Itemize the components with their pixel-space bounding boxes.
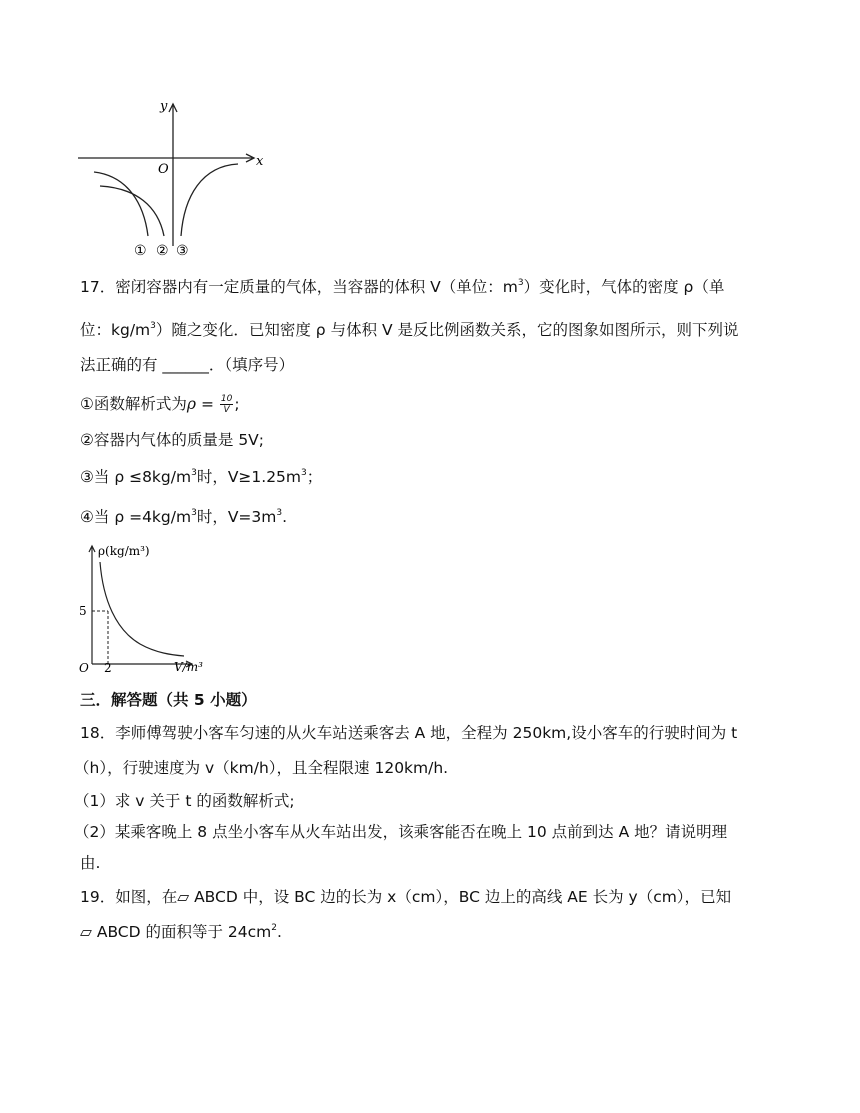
curve-2 [100, 186, 164, 236]
q17-line-2: 位：$kg/m^3$）随之变化．已知密度 ρ 与体积 V 是反比例函数关系，它的图象如图所示，则下列说 [80, 321, 739, 339]
hyperbola-figure [78, 96, 278, 258]
curve-label-3: ③ [176, 243, 189, 258]
rho-axis-label: ρ(kg/m³) [98, 544, 150, 558]
q17-option-4: ④当 $\rho =4kg/m^3$时，$V=3m^3$. [80, 508, 288, 526]
tick-5-label: 5 [79, 604, 87, 618]
q17-line-1: 17．密闭容器内有一定质量的气体，当容器的体积 V（单位：$m^3$）变化时，气体的密度 ρ（单 [80, 278, 725, 296]
q17-line-3: 法正确的有 ______．（填序号） [80, 356, 295, 374]
density-curve [100, 562, 184, 656]
q18-part-2: （2）某乘客晚上 8 点坐小客车从火车站出发，该乘客能否在晚上 10 点前到达 A 地？请说明理 [74, 823, 728, 841]
q18-line-2: （h），行驶速度为 v（km/h），且全程限速 120km/h. [74, 759, 449, 777]
curve-1 [94, 172, 148, 236]
q18-line-1: 18．李师傅驾驶小客车匀速的从火车站送乘客去 A 地，全程为 250km,设小客车的行驶时间为 t [80, 724, 738, 742]
q19-line-2: ▱ ABCD 的面积等于 $24cm^2$. [80, 923, 282, 941]
q18-part-1: （1）求 v 关于 t 的函数解析式; [74, 792, 295, 810]
y-label: y [160, 99, 168, 114]
origin-label: O [79, 661, 89, 674]
fraction-10-over-v: $\frac{10}{V}$ [220, 394, 233, 415]
curve-3 [181, 164, 238, 236]
density-volume-figure [76, 540, 216, 674]
tick-2-label: 2 [104, 661, 112, 674]
q18-line-5: 由. [80, 854, 101, 872]
q17-option-3: ③当 $\rho \le 8kg/m^3$时，$V\ge 1.25m^3$； [80, 468, 323, 486]
v-axis-label: V/m³ [174, 660, 203, 674]
x-label: x [256, 154, 264, 169]
q19-line-1: 19．如图，在▱ ABCD 中，设 BC 边的长为 x（cm），BC 边上的高线 AE 长为 y（cm），已知 [80, 888, 732, 906]
section-heading: 三．解答题（共 5 小题） [80, 691, 257, 709]
q17-option-1: ①函数解析式为ρ = $\frac{10}{V}$ ; [80, 394, 240, 415]
curve-label-1: ① [134, 243, 147, 258]
q17-option-2: ②容器内气体的质量是 5V; [80, 431, 265, 449]
curve-label-2: ② [156, 243, 169, 258]
origin-label: O [158, 162, 169, 177]
